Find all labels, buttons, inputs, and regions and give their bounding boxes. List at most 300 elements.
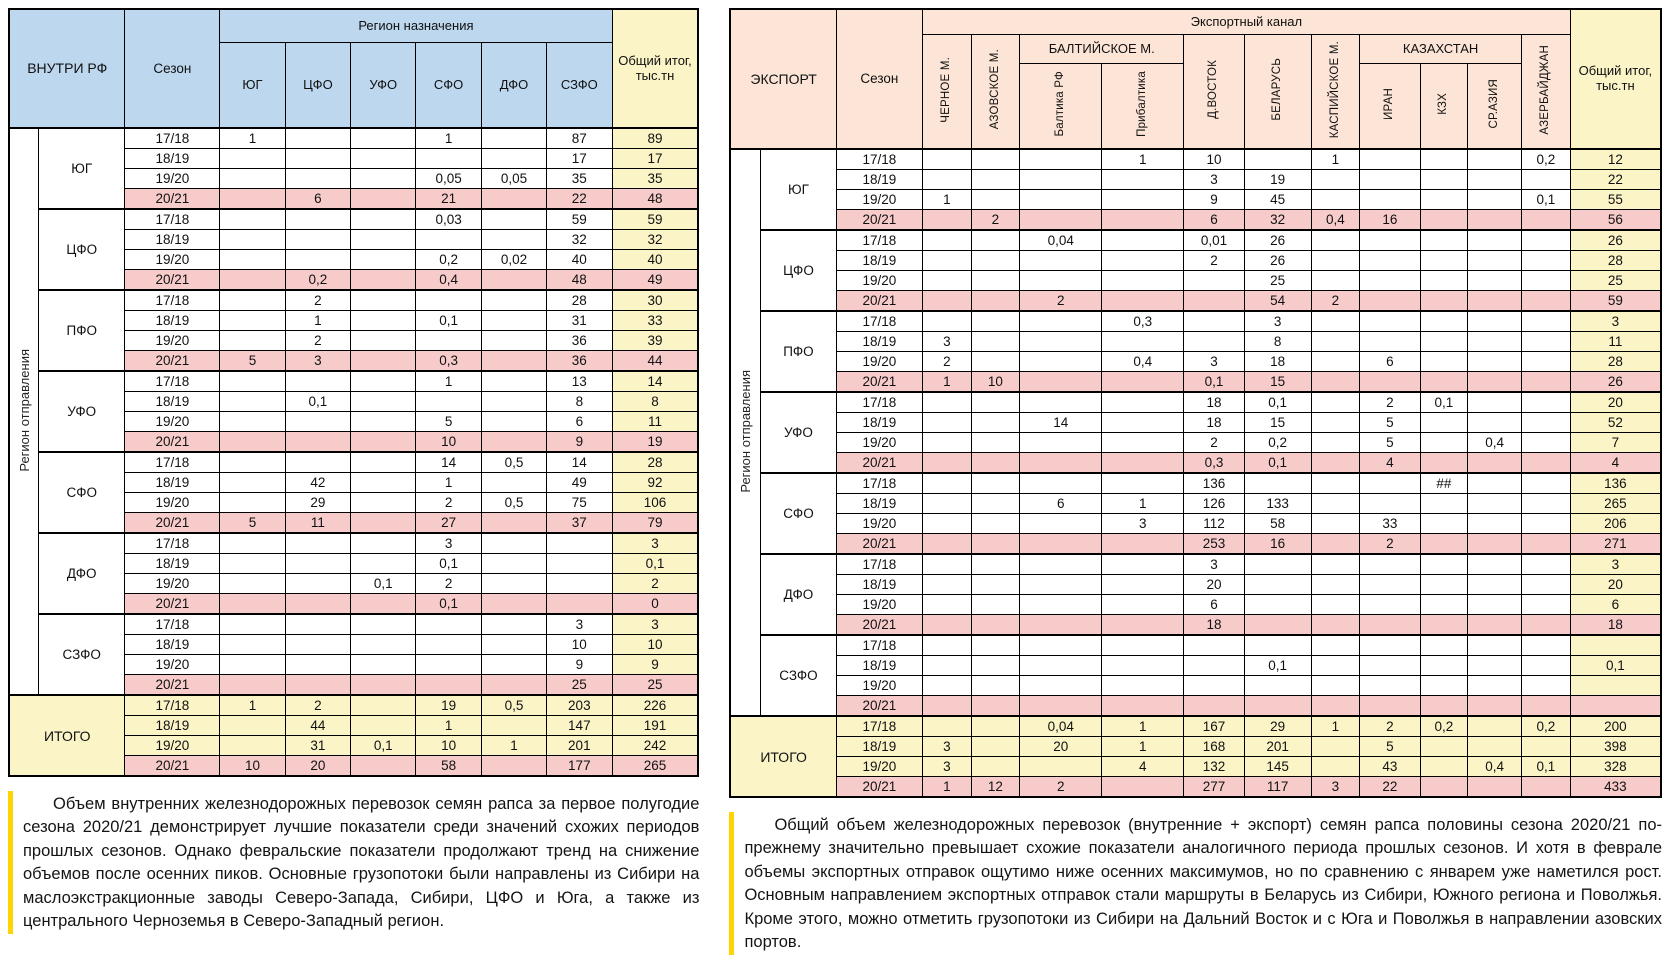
value-cell [220, 311, 285, 331]
season-cell: 17/18 [836, 635, 922, 656]
value-cell [1468, 716, 1522, 737]
value-cell: 3 [1102, 514, 1184, 534]
value-cell [481, 756, 546, 777]
value-cell [1311, 453, 1360, 474]
value-cell [923, 615, 972, 636]
table-row [730, 514, 1661, 534]
value-cell [1420, 332, 1467, 352]
value-cell [1311, 433, 1360, 453]
value-cell [923, 392, 972, 413]
value-cell [1020, 372, 1102, 393]
season-cell: 17/18 [836, 311, 922, 332]
region-cell: УФО [39, 371, 125, 452]
value-cell: 6 [547, 412, 612, 432]
value-cell [481, 392, 546, 412]
value-cell [1360, 291, 1420, 312]
value-cell [220, 675, 285, 696]
value-cell: 21 [416, 189, 481, 210]
value-cell [1468, 251, 1522, 271]
export-table [729, 8, 1662, 798]
season-cell: 18/19 [125, 149, 220, 169]
value-cell [971, 311, 1020, 332]
value-cell: 29 [285, 493, 350, 513]
value-cell: 0,1 [1420, 392, 1467, 413]
value-cell [1420, 149, 1467, 170]
value-cell [285, 635, 350, 655]
value-cell [285, 675, 350, 696]
value-cell: 31 [547, 311, 612, 331]
value-cell [1522, 433, 1571, 453]
table-row [730, 554, 1661, 575]
table-body [730, 149, 1661, 797]
season-cell: 17/18 [836, 149, 922, 170]
value-cell [1244, 696, 1311, 717]
value-cell [481, 128, 546, 149]
value-cell [1522, 635, 1571, 656]
season-cell: 20/21 [836, 453, 922, 474]
season-cell: 20/21 [836, 534, 922, 555]
total-cell [1570, 696, 1661, 717]
value-cell [481, 209, 546, 230]
value-cell [220, 574, 285, 594]
value-cell: 1 [1102, 149, 1184, 170]
value-cell [285, 554, 350, 574]
value-cell [923, 534, 972, 555]
value-cell: 43 [1360, 757, 1420, 777]
total-cell: 92 [612, 473, 698, 493]
total-cell: 11 [612, 412, 698, 432]
value-cell [285, 128, 350, 149]
value-cell [1468, 413, 1522, 433]
table-row [730, 494, 1661, 514]
grand-total-label-cell: ИТОГО [9, 695, 125, 776]
value-cell [1522, 777, 1571, 798]
value-cell: 2 [971, 210, 1020, 231]
table-row [730, 170, 1661, 190]
value-cell [1420, 190, 1467, 210]
season-cell: 19/20 [125, 736, 220, 756]
value-cell: 9 [547, 655, 612, 675]
value-cell [481, 716, 546, 736]
value-cell [1311, 473, 1360, 494]
value-cell [971, 676, 1020, 696]
value-cell [1020, 271, 1102, 291]
value-cell [351, 716, 416, 736]
total-cell: 11 [1570, 332, 1661, 352]
season-cell: 18/19 [836, 332, 922, 352]
value-cell [1244, 149, 1311, 170]
value-cell [1420, 230, 1467, 251]
value-cell: 3 [1311, 777, 1360, 798]
value-cell: 32 [1244, 210, 1311, 231]
table-body [9, 128, 698, 776]
value-cell [351, 331, 416, 351]
total-cell: 18 [1570, 615, 1661, 636]
domestic-table [8, 8, 699, 777]
value-cell [1468, 737, 1522, 757]
value-cell [971, 757, 1020, 777]
value-cell: 136 [1184, 473, 1244, 494]
season-cell: 20/21 [836, 696, 922, 717]
value-cell [1360, 230, 1420, 251]
value-cell [1468, 291, 1522, 312]
total-cell: 25 [612, 675, 698, 696]
value-cell [1522, 494, 1571, 514]
season-cell: 17/18 [125, 695, 220, 716]
value-cell: 2 [416, 574, 481, 594]
value-cell [1420, 210, 1467, 231]
destination-column-header: СФО [416, 43, 481, 129]
value-cell [971, 554, 1020, 575]
value-cell: 0,4 [1468, 757, 1522, 777]
value-cell [1360, 554, 1420, 575]
table-row [730, 291, 1661, 312]
grand-total-row [730, 716, 1661, 737]
total-header: Общий итог, тыс.тн [612, 9, 698, 128]
value-cell [1184, 656, 1244, 676]
value-cell [351, 169, 416, 189]
value-cell: 10 [547, 635, 612, 655]
value-cell [1522, 170, 1571, 190]
value-cell [1522, 737, 1571, 757]
table-row [730, 149, 1661, 170]
value-cell [1522, 271, 1571, 291]
value-cell [547, 554, 612, 574]
value-cell: 26 [1244, 230, 1311, 251]
value-cell [1244, 554, 1311, 575]
season-cell: 19/20 [836, 433, 922, 453]
value-cell: 0,2 [1420, 716, 1467, 737]
value-cell [923, 149, 972, 170]
value-cell [1522, 230, 1571, 251]
value-cell [285, 250, 350, 270]
value-cell: 19 [416, 695, 481, 716]
value-cell: 2 [1360, 534, 1420, 555]
region-cell: СЗФО [39, 614, 125, 695]
value-cell [220, 250, 285, 270]
value-cell: 11 [285, 513, 350, 534]
value-cell: 20 [285, 756, 350, 777]
value-cell [1311, 190, 1360, 210]
total-cell: 191 [612, 716, 698, 736]
value-cell: 2 [1360, 716, 1420, 737]
value-cell: 0,2 [1244, 433, 1311, 453]
table-row [730, 473, 1661, 494]
value-cell: 13 [547, 371, 612, 392]
season-cell: 20/21 [125, 270, 220, 291]
value-cell [1468, 534, 1522, 555]
total-cell: 48 [612, 189, 698, 210]
value-cell [351, 311, 416, 331]
value-cell [1420, 352, 1467, 372]
value-cell [923, 311, 972, 332]
value-cell [416, 392, 481, 412]
value-cell: 4 [1102, 757, 1184, 777]
total-cell: 79 [612, 513, 698, 534]
value-cell [1522, 372, 1571, 393]
season-cell: 19/20 [836, 514, 922, 534]
value-cell: 147 [547, 716, 612, 736]
vertical-label: КЗХ [1437, 93, 1450, 115]
value-cell [1020, 251, 1102, 271]
value-cell: 31 [285, 736, 350, 756]
value-cell: 1 [1102, 494, 1184, 514]
value-cell [1522, 696, 1571, 717]
season-cell: 17/18 [125, 128, 220, 149]
value-cell [351, 675, 416, 696]
total-header: Общий итог, тыс.тн [1570, 9, 1661, 149]
value-cell: 1 [416, 128, 481, 149]
value-cell [1360, 149, 1420, 170]
table-row [730, 656, 1661, 676]
value-cell [285, 230, 350, 250]
value-cell [1468, 575, 1522, 595]
table-row [730, 635, 1661, 656]
value-cell [923, 271, 972, 291]
value-cell [1102, 332, 1184, 352]
value-cell [220, 230, 285, 250]
value-cell: 49 [547, 473, 612, 493]
value-cell [971, 392, 1020, 413]
season-cell: 18/19 [125, 311, 220, 331]
value-cell [220, 716, 285, 736]
channel-column-header [1360, 64, 1420, 150]
value-cell: 2 [1360, 392, 1420, 413]
value-cell [923, 433, 972, 453]
value-cell [1102, 433, 1184, 453]
value-cell [220, 635, 285, 655]
season-cell: 20/21 [125, 513, 220, 534]
total-cell: 265 [612, 756, 698, 777]
value-cell [1420, 271, 1467, 291]
season-cell: 17/18 [836, 716, 922, 737]
export-panel [729, 8, 1662, 952]
value-cell [923, 291, 972, 312]
value-cell: 0,3 [416, 351, 481, 372]
season-cell: 19/20 [125, 250, 220, 270]
value-cell [1522, 311, 1571, 332]
season-cell: 20/21 [836, 777, 922, 798]
vertical-label: ЧЕРНОЕ М. [940, 56, 953, 123]
table-row [9, 533, 698, 554]
value-cell [481, 331, 546, 351]
season-cell: 18/19 [125, 392, 220, 412]
value-cell [923, 676, 972, 696]
value-cell: 37 [547, 513, 612, 534]
value-cell [1102, 777, 1184, 798]
value-cell [1468, 453, 1522, 474]
value-cell [351, 513, 416, 534]
value-cell [1102, 372, 1184, 393]
value-cell [285, 614, 350, 635]
value-cell: 117 [1244, 777, 1311, 798]
total-cell: 22 [1570, 170, 1661, 190]
total-cell: 226 [612, 695, 698, 716]
value-cell [416, 675, 481, 696]
value-cell: 5 [220, 513, 285, 534]
value-cell [1468, 635, 1522, 656]
total-cell: 271 [1570, 534, 1661, 555]
value-cell [923, 554, 972, 575]
season-cell: 18/19 [836, 170, 922, 190]
season-cell: 18/19 [125, 473, 220, 493]
value-cell [1102, 676, 1184, 696]
value-cell: 0,04 [1020, 230, 1102, 251]
value-cell: 25 [547, 675, 612, 696]
value-cell: 10 [220, 756, 285, 777]
value-cell: 1 [220, 128, 285, 149]
value-cell [481, 513, 546, 534]
table-row [730, 413, 1661, 433]
value-cell [971, 635, 1020, 656]
value-cell: 10 [1184, 149, 1244, 170]
value-cell [1420, 433, 1467, 453]
value-cell [1360, 190, 1420, 210]
value-cell [1522, 210, 1571, 231]
domestic-shipments-table [8, 8, 699, 777]
value-cell: 3 [923, 757, 972, 777]
value-cell [971, 453, 1020, 474]
total-cell [1570, 676, 1661, 696]
value-cell: 253 [1184, 534, 1244, 555]
total-cell: 39 [612, 331, 698, 351]
grand-total-label-cell: ИТОГО [730, 716, 836, 797]
domestic-panel [8, 8, 700, 931]
season-cell: 20/21 [125, 675, 220, 696]
value-cell: 32 [547, 230, 612, 250]
value-cell [220, 412, 285, 432]
value-cell [1311, 271, 1360, 291]
value-cell: 5 [1360, 433, 1420, 453]
value-cell [1468, 514, 1522, 534]
value-cell: 0,5 [481, 452, 546, 473]
value-cell [1468, 352, 1522, 372]
region-cell: ПФО [39, 290, 125, 371]
value-cell [351, 533, 416, 554]
total-cell: 28 [1570, 251, 1661, 271]
value-cell [1102, 230, 1184, 251]
value-cell: 18 [1244, 352, 1311, 372]
value-cell: 132 [1184, 757, 1244, 777]
value-cell: 5 [1360, 737, 1420, 757]
value-cell [923, 656, 972, 676]
value-cell: 36 [547, 351, 612, 372]
total-cell: 3 [612, 533, 698, 554]
value-cell [1468, 676, 1522, 696]
value-cell: 1 [1102, 737, 1184, 757]
season-header: Сезон [836, 9, 922, 149]
value-cell [1102, 453, 1184, 474]
value-cell [971, 271, 1020, 291]
value-cell [1522, 615, 1571, 636]
value-cell [1420, 251, 1467, 271]
value-cell [416, 655, 481, 675]
value-cell [1184, 696, 1244, 717]
total-cell: 8 [612, 392, 698, 412]
value-cell [923, 170, 972, 190]
value-cell: 3 [1244, 311, 1311, 332]
value-cell [220, 189, 285, 210]
value-cell [351, 351, 416, 372]
value-cell [1102, 534, 1184, 555]
season-cell: 17/18 [836, 554, 922, 575]
vertical-label: АЗЕРБАЙДЖАН [1539, 44, 1552, 135]
value-cell [1468, 372, 1522, 393]
value-cell [351, 594, 416, 615]
value-cell: 1 [1102, 716, 1184, 737]
value-cell [923, 514, 972, 534]
value-cell [1360, 372, 1420, 393]
value-cell [1244, 595, 1311, 615]
season-cell: 20/21 [836, 210, 922, 231]
value-cell [1102, 413, 1184, 433]
value-cell [220, 432, 285, 453]
value-cell: 18 [1184, 615, 1244, 636]
grand-total-row [9, 695, 698, 716]
season-cell: 19/20 [125, 412, 220, 432]
value-cell: 2 [285, 695, 350, 716]
value-cell [1020, 595, 1102, 615]
value-cell [1311, 392, 1360, 413]
value-cell [481, 473, 546, 493]
value-cell [416, 614, 481, 635]
channel-column-header [1020, 64, 1102, 150]
table-row [9, 614, 698, 635]
value-cell [285, 533, 350, 554]
total-cell: 44 [612, 351, 698, 372]
value-cell: 33 [1360, 514, 1420, 534]
value-cell [351, 452, 416, 473]
value-cell [285, 594, 350, 615]
value-cell [1102, 190, 1184, 210]
total-cell: 0 [612, 594, 698, 615]
value-cell: 27 [416, 513, 481, 534]
value-cell [1522, 514, 1571, 534]
table-row [730, 453, 1661, 474]
total-cell: 59 [1570, 291, 1661, 312]
value-cell: 3 [1184, 554, 1244, 575]
value-cell [351, 493, 416, 513]
value-cell [1522, 473, 1571, 494]
value-cell [971, 473, 1020, 494]
table-header [730, 9, 1661, 149]
total-cell: 56 [1570, 210, 1661, 231]
value-cell [351, 371, 416, 392]
value-cell [923, 595, 972, 615]
row-axis-label-cell [730, 149, 760, 716]
value-cell: 8 [547, 392, 612, 412]
value-cell [1468, 554, 1522, 575]
export-note-text: Общий объем железнодорожных перевозок (внутренние + экспорт) семян рапса половины сезона 2020/21 по-прежнему значительно превышает схожие показатели аналогичного периода прошлых сезонов. И хотя в феврале объемы экспортных отправок ощутимо ниже осенних максимумов, но по сравнению с январем уже наметился рост. Основным направлением экспортных отправок стали маршруты в Беларусь из Сибири, Южного региона и Поволжья. Кроме этого, можно отметить грузопотоки из Сибири на Дальний Восток и с Юга и Поволжья в направлении азовских портов. [744, 816, 1662, 952]
channel-column-header [971, 35, 1020, 150]
channel-subgroup-header: БАЛТИЙСКОЕ М. [1020, 35, 1184, 64]
total-cell: 19 [612, 432, 698, 453]
value-cell [1020, 575, 1102, 595]
season-cell: 18/19 [125, 635, 220, 655]
value-cell: 6 [285, 189, 350, 210]
value-cell: 1 [1311, 149, 1360, 170]
value-cell: 22 [1360, 777, 1420, 798]
value-cell: 0,1 [1522, 757, 1571, 777]
season-cell: 19/20 [125, 493, 220, 513]
value-cell [971, 595, 1020, 615]
season-cell: 19/20 [125, 655, 220, 675]
value-cell: 0,2 [416, 250, 481, 270]
value-cell: 5 [416, 412, 481, 432]
value-cell [220, 392, 285, 412]
value-cell [220, 493, 285, 513]
season-cell: 18/19 [125, 230, 220, 250]
